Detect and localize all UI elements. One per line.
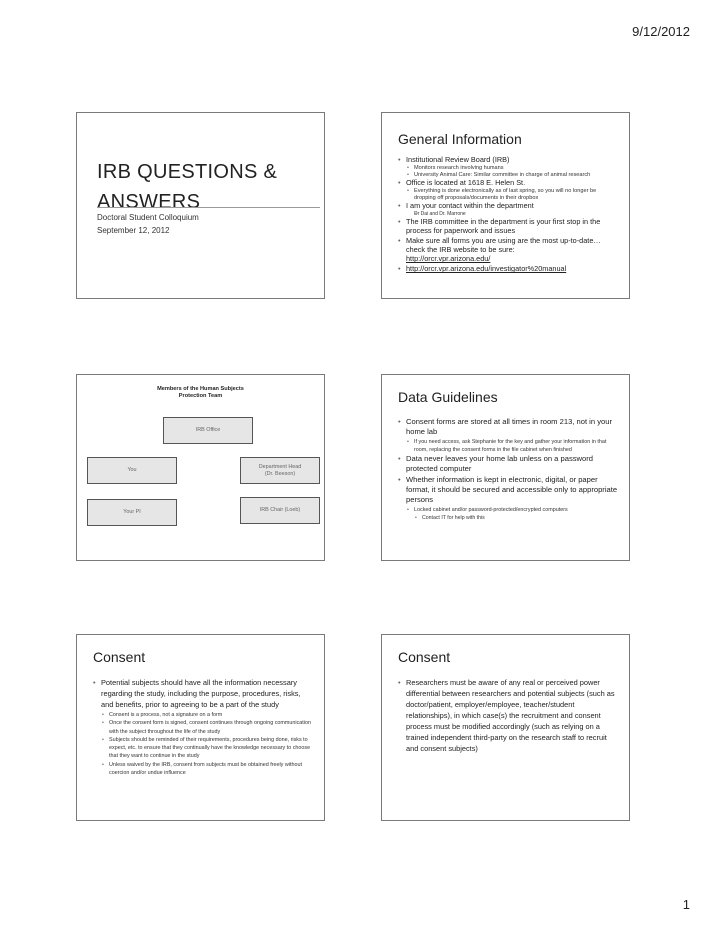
bullet: • Data never leaves your home lab unless on a password protected computer xyxy=(398,454,619,474)
bullet-list xyxy=(398,677,619,755)
sub-bullet: • Unless waived by the IRB, consent from subjects must be obtained freely without coercion and/or undue influence xyxy=(93,761,314,778)
slide-heading: Data Guidelines xyxy=(398,389,498,405)
bullet: • Office is located at 1618 E. Helen St. xyxy=(398,178,619,187)
slide-heading: Consent xyxy=(398,649,451,665)
sub-bullet: • University Animal Care: Similar committee in charge of animal research xyxy=(398,172,619,179)
slide-general-information xyxy=(381,112,630,299)
bullet xyxy=(398,264,619,273)
org-box-irb-chair xyxy=(240,497,320,524)
slide-consent-1 xyxy=(76,634,325,821)
bullet: • Whether information is kept in electronic, digital, or paper format, it should be secured and accessible only to appropriate persons xyxy=(398,475,619,505)
investigator-manual-link[interactable]: http://orcr.vpr.arizona.edu/investigator%20manual xyxy=(406,264,567,274)
sub-bullet: • If you need access, ask Stephanie for the key and gather your information in that room, replacing the consent forms in the file cabinet when finished xyxy=(398,438,619,454)
sub-bullet: • Once the consent form is signed, consent continues through ongoing communication with the subject throughout the life of the study xyxy=(93,719,314,736)
slide-protection-team xyxy=(76,374,325,561)
bullet-list xyxy=(398,155,619,274)
title-line-2: ANSWERS xyxy=(97,191,201,213)
bullet: • The IRB committee in the department is your first stop in the process for paperwork and issues xyxy=(398,217,619,235)
sub-bullet: • Subjects should be reminded of their requirements, procedures being done, risks to expect, etc. to ensure that they continually have the knowledge necessary to choose that they want to continue in the study xyxy=(93,736,314,761)
org-title-line-2: Protection Team xyxy=(178,393,223,399)
org-box-label: You xyxy=(127,467,137,473)
sub-bullet: • Consent is a process, not a signature on a form xyxy=(93,711,314,719)
title-line-1: IRB QUESTIONS & xyxy=(97,161,278,183)
org-chart-title xyxy=(77,386,324,400)
bullet-list xyxy=(93,677,314,777)
subtitle-event: Doctoral Student Colloquium xyxy=(97,213,199,222)
bullet xyxy=(398,236,619,263)
bullet: • Consent forms are stored at all times in room 213, not in your home lab xyxy=(398,417,619,437)
subtitle-date: September 12, 2012 xyxy=(97,226,170,235)
sub-bullet: • Everything is done electronically as of last spring, so you will no longer be dropping off proposals/documents in their dropbox xyxy=(398,188,619,201)
bullet: • Institutional Review Board (IRB) xyxy=(398,155,619,164)
slide-main-title xyxy=(97,157,277,217)
org-box-label: IRB Office xyxy=(195,427,221,433)
page-number: 1 xyxy=(682,897,690,912)
sub-bullet: • Dr Dai and Dr. Marrone xyxy=(398,211,619,217)
title-divider xyxy=(97,207,320,208)
slide-consent-2 xyxy=(381,634,630,821)
slide-title-irb-qa xyxy=(76,112,325,299)
bullet: • Potential subjects should have all the information necessary regarding the study, including the purpose, procedures, risks, and benefits, prior to agreeing to be a part of the study xyxy=(93,677,314,710)
org-box-label: Your PI xyxy=(123,509,141,515)
sub-bullet: • Locked cabinet and/or password-protected/encrypted computers xyxy=(398,506,619,514)
sub-sub-bullet: • Contact IT for help with this xyxy=(398,514,619,522)
slide-heading: Consent xyxy=(93,649,146,665)
bullet-list xyxy=(398,417,619,522)
bullet: • I am your contact within the department xyxy=(398,201,619,210)
org-title-line-1: Members of the Human Subjects xyxy=(157,386,244,392)
bullet: • Researchers must be aware of any real or perceived power differential between researchers and potential subjects (such as doctor/patient, employer/employee, teacher/student relationships), in which case(s) the recruitment and consent process must be modified accordingly (such as relying on a trained independent third-party on the research staff to recruit and consent subjects) xyxy=(398,677,619,754)
sub-bullet: • Monitors research involving humans xyxy=(398,165,619,172)
slide-heading: General Information xyxy=(398,131,522,147)
page-date: 9/12/2012 xyxy=(632,24,690,39)
org-box-you xyxy=(87,457,177,484)
org-box-sublabel: (Dr. Beeson) xyxy=(264,470,296,477)
org-box-label: Department Head xyxy=(258,463,302,470)
irb-website-link[interactable]: http://orcr.vpr.arizona.edu/ xyxy=(406,254,491,264)
bullet-text: Make sure all forms you are using are the most up-to-date…check the IRB website to be sure: xyxy=(406,236,601,255)
org-box-department-head xyxy=(240,457,320,484)
org-box-label: IRB Chair (Loeb) xyxy=(259,507,301,513)
org-box-your-pi xyxy=(87,499,177,526)
slide-data-guidelines xyxy=(381,374,630,561)
org-box-irb-office xyxy=(163,417,253,444)
